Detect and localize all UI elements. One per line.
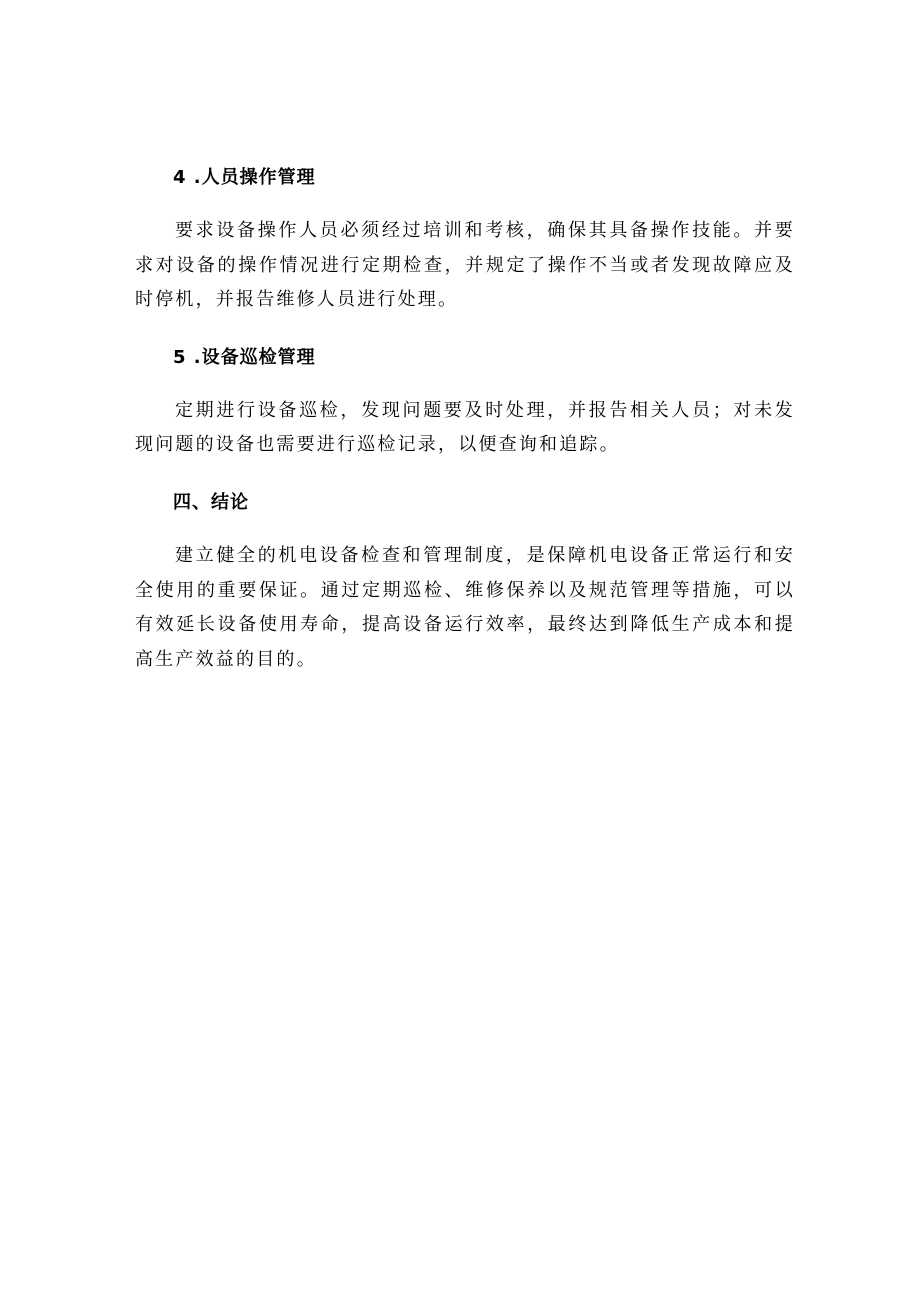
spacer — [135, 376, 795, 394]
spacer — [135, 318, 795, 340]
section-heading-conclusion: 四、结论 — [173, 491, 249, 513]
spacer — [135, 521, 795, 539]
section-paragraph-personnel-operation: 要求设备操作人员必须经过培训和考核，确保其具备操作技能。并要求对设备的操作情况进行定期检查，并规定了操作不当或者发现故障应及时停机，并报告维修人员进行处理。 — [135, 220, 795, 311]
document-body — [135, 160, 795, 677]
section-paragraph-conclusion: 建立健全的机电设备检查和管理制度，是保障机电设备正常运行和安全使用的重要保证。通过定期巡检、维修保养以及规范管理等措施，可以有效延长设备使用寿命，提高设备运行效率，最终达到降低生产成本和提高生产效益的目的。 — [135, 544, 795, 670]
section-heading-equipment-inspection: 5 .设备巡检管理 — [173, 346, 316, 368]
spacer — [135, 463, 795, 485]
section-paragraph-equipment-inspection: 定期进行设备巡检，发现问题要及时处理，并报告相关人员；对未发现问题的设备也需要进行巡检记录，以便查询和追踪。 — [135, 399, 795, 456]
spacer — [135, 196, 795, 214]
section-heading-personnel-operation: 4 .人员操作管理 — [173, 167, 316, 188]
